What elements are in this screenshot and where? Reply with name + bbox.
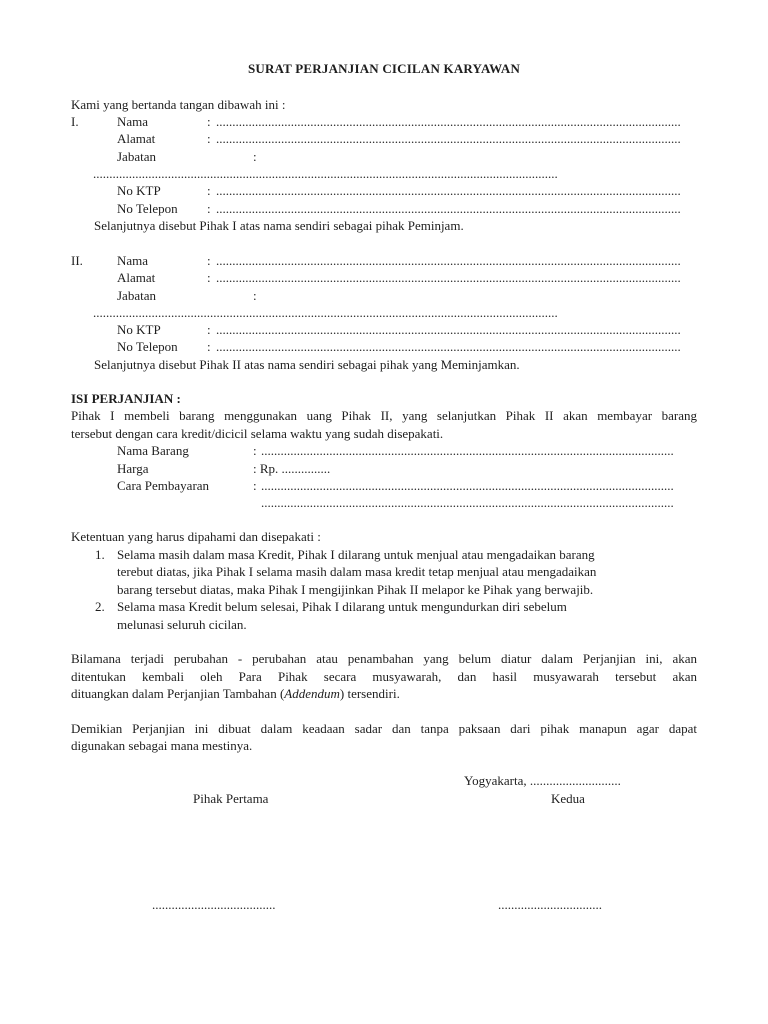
addendum-term: Addendum bbox=[284, 686, 340, 701]
cara-pembayaran-blank: ............................................................................................................................... bbox=[261, 478, 674, 493]
party-one-closing: Selanjutnya disebut Pihak I atas nama sendiri sebagai pihak Peminjam. bbox=[94, 218, 464, 233]
colon: : bbox=[253, 443, 257, 458]
signature-left-line: ...................................... bbox=[152, 897, 276, 912]
nama-barang-label: Nama Barang bbox=[117, 443, 189, 458]
term-2-line1: Selama masa Kredit belum selesai, Pihak I dilarang untuk mengundurkan diri sebelum bbox=[117, 599, 567, 614]
party-two-nama-blank: ............................................................................................................................................... bbox=[216, 253, 681, 268]
signature-right-line: ................................ bbox=[498, 897, 602, 912]
party-one-telepon-label: No Telepon bbox=[117, 201, 178, 216]
party-one-nama-blank: ............................................................................................................................................... bbox=[216, 114, 681, 129]
changes-line3-after: ) tersendiri. bbox=[339, 686, 400, 701]
party-two-jabatan-label: Jabatan bbox=[117, 288, 156, 303]
party-two-telepon-label: No Telepon bbox=[117, 339, 178, 354]
party-one-ktp-label: No KTP bbox=[117, 183, 161, 198]
changes-line1: Bilamana terjadi perubahan - perubahan atau penambahan yang belum diatur dalam Perjanjian ini, akan bbox=[71, 651, 697, 666]
cara-pembayaran-label: Cara Pembayaran bbox=[117, 478, 210, 493]
party-one-ktp-blank: ............................................................................................................................................... bbox=[216, 183, 681, 198]
colon: : bbox=[207, 322, 211, 337]
signature-left-label: Pihak Pertama bbox=[193, 791, 269, 806]
agreement-paragraph-line1: Pihak I membeli barang menggunakan uang Pihak II, yang selanjutkan Pihak II akan membayar barang bbox=[71, 408, 697, 423]
term-2-line2: melunasi seluruh cicilan. bbox=[117, 617, 247, 632]
colon: : bbox=[207, 253, 211, 268]
closing-line2: digunakan sebagai mana mestinya. bbox=[71, 738, 253, 753]
closing-line1: Demikian Perjanjian ini dibuat dalam keadaan sadar dan tanpa paksaan dari pihak manapun agar dapat bbox=[71, 721, 697, 736]
party-two-number: II. bbox=[71, 253, 83, 268]
colon: : bbox=[253, 149, 257, 164]
colon: : bbox=[207, 131, 211, 146]
party-two-telepon-blank: ............................................................................................................................................... bbox=[216, 339, 681, 354]
changes-line3 bbox=[71, 686, 400, 702]
place-date: Yogyakarta, ............................ bbox=[464, 773, 621, 788]
party-two-alamat-label: Alamat bbox=[117, 270, 156, 285]
terms-heading: Ketentuan yang harus dipahami dan disepakati : bbox=[71, 529, 321, 544]
changes-line2: ditentukan kembali oleh Para Pihak secara musyawarah, dan hasil musyawarah tersebut akan bbox=[71, 669, 697, 684]
party-two-jabatan-blank: ............................................................................................................................................... bbox=[93, 305, 558, 320]
party-two-nama-label: Nama bbox=[117, 253, 149, 268]
agreement-heading: ISI PERJANJIAN : bbox=[71, 391, 181, 406]
signature-right-label: Kedua bbox=[551, 791, 585, 806]
term-number: 1. bbox=[95, 547, 105, 562]
party-one-telepon-blank: ............................................................................................................................................... bbox=[216, 201, 681, 216]
party-one-alamat-label: Alamat bbox=[117, 131, 156, 146]
harga-value: : Rp. ............... bbox=[253, 461, 331, 476]
party-one-number: I. bbox=[71, 114, 79, 129]
party-one-alamat-blank: ............................................................................................................................................... bbox=[216, 131, 681, 146]
colon: : bbox=[207, 270, 211, 285]
nama-barang-blank: ............................................................................................................................... bbox=[261, 443, 674, 458]
document-title: SURAT PERJANJIAN CICILAN KARYAWAN bbox=[247, 61, 521, 76]
term-1-line1: Selama masih dalam masa Kredit, Pihak I dilarang untuk menjual atau mengadaikan barang bbox=[117, 547, 595, 562]
party-two-ktp-label: No KTP bbox=[117, 322, 161, 337]
changes-line3-before: dituangkan dalam Perjanjian Tambahan ( bbox=[71, 686, 285, 701]
party-two-alamat-blank: ............................................................................................................................................... bbox=[216, 270, 681, 285]
intro-text: Kami yang bertanda tangan dibawah ini : bbox=[71, 97, 286, 112]
colon: : bbox=[253, 478, 257, 493]
harga-label: Harga bbox=[117, 461, 149, 476]
party-one-jabatan-blank: ............................................................................................................................................... bbox=[93, 166, 558, 181]
party-one-nama-label: Nama bbox=[117, 114, 149, 129]
term-number: 2. bbox=[95, 599, 105, 614]
cara-pembayaran-blank-2: ............................................................................................................................... bbox=[261, 495, 674, 510]
term-1-line3: barang tersebut diatas, maka Pihak I mengijinkan Pihak II melapor ke Pihak yang berwajib. bbox=[117, 582, 594, 597]
colon: : bbox=[207, 114, 211, 129]
agreement-paragraph-line2: tersebut dengan cara kredit/dicicil selama waktu yang sudah disepakati. bbox=[71, 426, 444, 441]
party-two-closing: Selanjutnya disebut Pihak II atas nama sendiri sebagai pihak yang Meminjamkan. bbox=[94, 357, 520, 372]
party-two-ktp-blank: ............................................................................................................................................... bbox=[216, 322, 681, 337]
colon: : bbox=[253, 288, 257, 303]
colon: : bbox=[207, 183, 211, 198]
party-one-jabatan-label: Jabatan bbox=[117, 149, 156, 164]
colon: : bbox=[207, 339, 211, 354]
colon: : bbox=[207, 201, 211, 216]
term-1-line2: terebut diatas, jika Pihak I selama masih dalam masa kredit tetap menjual atau mengadaikan bbox=[117, 564, 597, 579]
